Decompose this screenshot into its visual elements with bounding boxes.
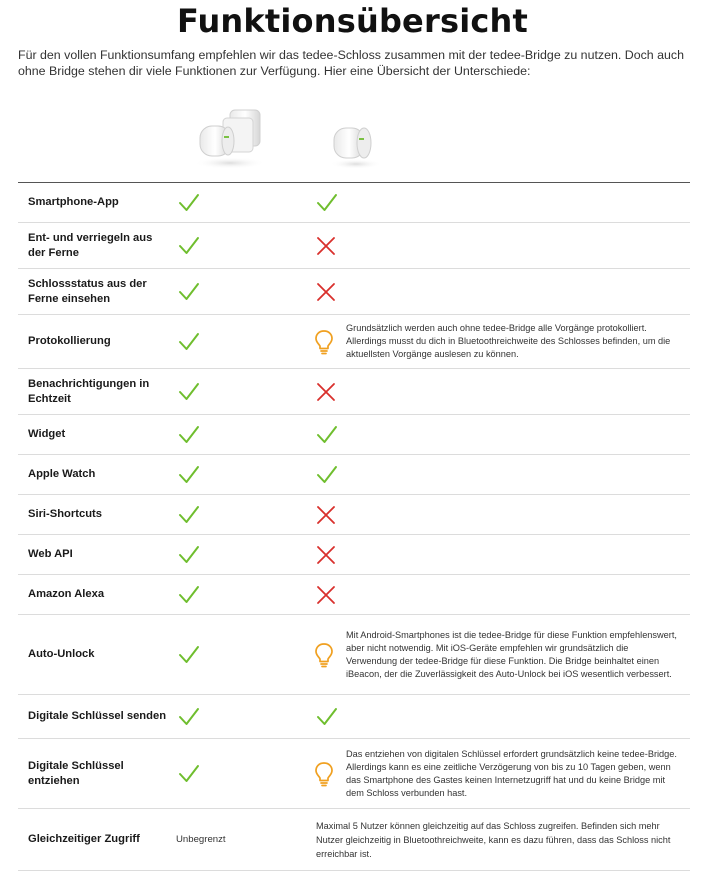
feature-comparison-table <box>18 182 690 871</box>
with-bridge-cell <box>178 535 218 574</box>
bulb-icon <box>314 761 334 787</box>
without-bridge-cell <box>316 223 686 268</box>
table-row <box>18 695 690 739</box>
with-bridge-cell <box>178 615 218 694</box>
with-bridge-cell <box>178 183 218 222</box>
table-row <box>18 315 690 369</box>
with-bridge-cell <box>178 495 218 534</box>
feature-label: Widget <box>28 428 66 440</box>
check-icon <box>178 332 200 352</box>
check-icon <box>178 282 200 302</box>
table-row <box>18 269 690 315</box>
with-bridge-cell <box>178 223 218 268</box>
check-icon <box>178 707 200 727</box>
without-bridge-cell <box>314 615 684 694</box>
check-icon <box>178 193 200 213</box>
table-row <box>18 495 690 535</box>
without-bridge-cell <box>316 455 686 494</box>
without-bridge-cell <box>316 183 686 222</box>
cross-icon <box>316 382 336 402</box>
cross-icon <box>316 545 336 565</box>
without-bridge-cell <box>314 739 684 808</box>
feature-label: Amazon Alexa <box>28 588 105 600</box>
check-icon <box>316 707 338 727</box>
table-row <box>18 615 690 695</box>
feature-label: Ent- und verriegeln aus der Ferne <box>28 231 153 259</box>
without-bridge-note: Das entziehen von digitalen Schlüssel erfordert grundsätzlich keine tedee-Bridge. Allerdings kann es eine zeitliche Verzögerung von bis zu 10 Tagen geben, wenn das Smartphone des Gastes keinen Internetzugriff hat und du keine Bridge mit dem Schloss verbunden hast. <box>346 748 677 798</box>
check-icon <box>178 545 200 565</box>
without-bridge-cell <box>316 415 686 454</box>
without-bridge-note: Mit Android-Smartphones ist die tedee-Bridge für diese Funktion empfehlenswert, aber nicht notwendig. Mit iOS-Geräte empfehlen wir grundsätzlich die Verwendung der tedee-Bridge für diese Funktion. Die Bridge beinhaltet einen iBeacon, der die Zuverlässigkeit des Auto-Unlock bei iOS wesentlich verbessert. <box>346 629 677 679</box>
feature-label: Digitale Schlüssel senden <box>28 710 167 722</box>
table-row <box>18 535 690 575</box>
without-bridge-cell <box>316 809 686 870</box>
table-row <box>18 223 690 269</box>
check-icon <box>316 193 338 213</box>
without-bridge-cell <box>316 495 686 534</box>
feature-label: Auto-Unlock <box>28 648 95 660</box>
with-bridge-cell <box>178 269 218 314</box>
without-bridge-note: Grundsätzlich werden auch ohne tedee-Bridge alle Vorgänge protokolliert. Allerdings musst du dich in Bluetoothreichweite des Schlosses befinden, um die aktuellsten Vorgänge auslesen zu können. <box>346 323 671 359</box>
with-bridge-cell <box>178 695 218 738</box>
feature-label: Gleichzeitiger Zugriff <box>28 833 140 845</box>
without-bridge-cell <box>316 695 686 738</box>
with-bridge-cell <box>178 369 218 414</box>
cross-icon <box>316 505 336 525</box>
bulb-icon <box>314 642 334 668</box>
cross-icon <box>316 282 336 302</box>
with-bridge-cell <box>178 455 218 494</box>
table-row <box>18 575 690 615</box>
check-icon <box>316 465 338 485</box>
check-icon <box>178 382 200 402</box>
without-bridge-note: Maximal 5 Nutzer können gleichzeitig auf das Schloss zugreifen. Befinden sich mehr Nutzer gleichzeitig in Bluetoothreichweite, kann es dazu führen, dass das Schloss nicht erreichbar ist. <box>316 820 671 859</box>
without-bridge-cell <box>316 535 686 574</box>
feature-label: Benachrichtigungen in Echtzeit <box>28 377 150 405</box>
check-icon <box>178 425 200 445</box>
feature-label: Smartphone-App <box>28 196 119 208</box>
table-row <box>18 455 690 495</box>
check-icon <box>178 764 200 784</box>
without-bridge-cell <box>316 269 686 314</box>
check-icon <box>178 585 200 605</box>
feature-label: Apple Watch <box>28 468 96 480</box>
feature-label: Siri-Shortcuts <box>28 508 102 520</box>
lock-with-bridge-image <box>190 108 270 170</box>
check-icon <box>178 465 200 485</box>
without-bridge-cell <box>316 369 686 414</box>
check-icon <box>178 236 200 256</box>
check-icon <box>316 425 338 445</box>
table-row <box>18 739 690 809</box>
cross-icon <box>316 236 336 256</box>
with-bridge-cell <box>178 315 218 368</box>
feature-label: Schlossstatus aus der Ferne einsehen <box>28 277 147 305</box>
cross-icon <box>316 585 336 605</box>
table-row <box>18 369 690 415</box>
with-bridge-cell <box>178 739 218 808</box>
page-title: Funktionsübersicht <box>176 2 529 40</box>
table-row <box>18 183 690 223</box>
with-bridge-value: Unbegrenzt <box>176 834 226 845</box>
feature-label: Web API <box>28 548 73 560</box>
without-bridge-cell <box>314 315 684 368</box>
check-icon <box>178 505 200 525</box>
with-bridge-cell <box>178 415 218 454</box>
check-icon <box>178 645 200 665</box>
table-row <box>18 415 690 455</box>
feature-label: Digitale Schlüssel entziehen <box>28 759 124 787</box>
without-bridge-cell <box>316 575 686 614</box>
feature-label: Protokollierung <box>28 335 111 347</box>
intro-text: Für den vollen Funktionsumfang empfehlen wir das tedee-Schloss zusammen mit der tedee-Bridge zu nutzen. Doch auch ohne Bridge stehen dir viele Funktionen zur Verfügung. Hier eine Übersicht der Unterschiede: <box>18 48 685 78</box>
table-row <box>18 809 690 871</box>
bulb-icon <box>314 329 334 355</box>
lock-image <box>326 118 386 170</box>
with-bridge-cell <box>176 809 226 870</box>
with-bridge-cell <box>178 575 218 614</box>
